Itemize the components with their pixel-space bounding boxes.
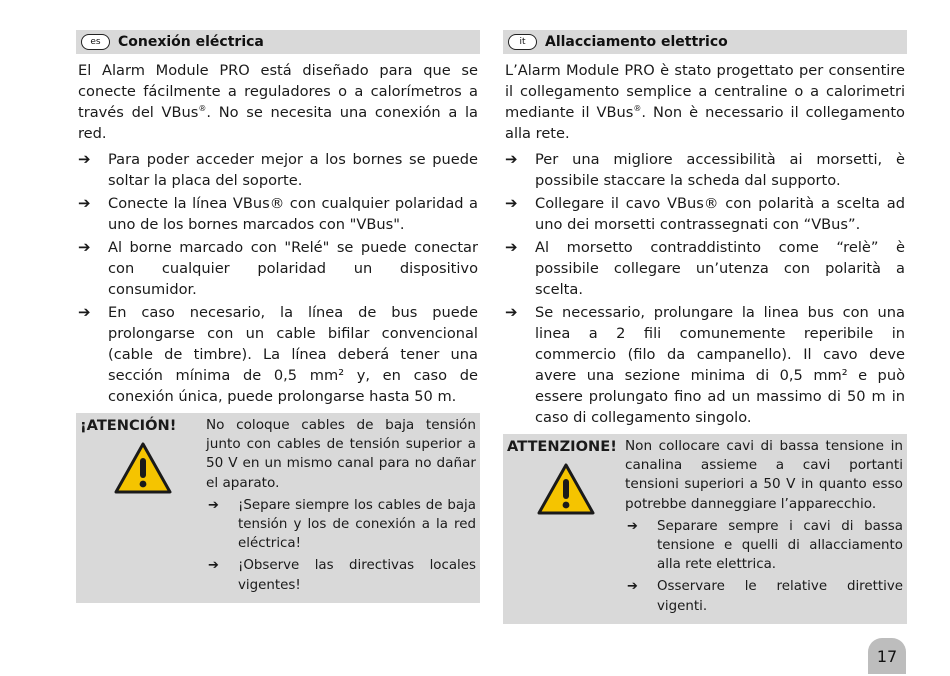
list-item: ➔ Para poder acceder mejor a los bornes se puede soltar la placa del soporte. — [78, 150, 478, 189]
section-header-it — [503, 30, 907, 54]
arrow-right-icon: ➔ — [78, 303, 91, 321]
list-item: ➔ Se necessario, prolungare la linea bus con una linea a 2 fili comunemente reperibile in commercio (filo da campanello). Il cavo deve avere una sezione minima di 0,5 mm² e può essere prolungato fino ad un massimo di 50 m in caso di collegamento singolo. — [505, 303, 905, 426]
warning-triangle-icon — [536, 462, 596, 516]
arrow-right-icon: ➔ — [505, 303, 518, 321]
list-item: ➔ Conecte la línea VBus® con cualquier polaridad a uno de los bornes marcados con "VBus". — [78, 194, 478, 233]
list-item: ➔ En caso necesario, la línea de bus puede prolongarse con un cable bifilar convencional (cable de timbre). La línea deberá tener una sección mínima de 0,5 mm² y, en caso de conexión única, puede prolongarse hasta 50 m. — [78, 303, 478, 405]
section-it — [503, 30, 907, 624]
list-item: ➔ Al borne marcado con "Relé" se puede conectar con cualquier polaridad un dispositivo consumidor. — [78, 238, 478, 298]
section-header-es — [76, 30, 480, 54]
warning-text-it: Non collocare cavi di bassa tensione in canalina assieme a cavi portanti tensioni superiori a 50 V in quanto esso potrebbe danneggiare l’apparecchio. — [625, 438, 903, 512]
list-item: ➔ Osservare le relative direttive vigenti. — [627, 579, 903, 614]
list-item: ➔ Separare sempre i cavi di bassa tensione e quelli di allacciamento alla rete elettrica. — [627, 518, 903, 573]
arrow-right-icon: ➔ — [208, 497, 219, 513]
list-item: ➔ Per una migliore accessibilità ai morsetti, è possibile staccare la scheda dal supporto. — [505, 150, 905, 189]
list-item: ➔ ¡Observe las directivas locales vigentes! — [208, 558, 476, 593]
list-item: ➔ ¡Separe siempre los cables de baja tensión y los de conexión a la red eléctrica! — [208, 497, 476, 552]
arrow-right-icon: ➔ — [627, 579, 638, 595]
arrow-right-icon: ➔ — [505, 194, 518, 212]
arrow-right-icon: ➔ — [78, 194, 91, 212]
instruction-list-it — [503, 149, 907, 428]
warning-text-es: No coloque cables de baja tensión junto con cables de tensión superior a 50 V en un mismo canal para no dañar el aparato. — [206, 417, 476, 491]
intro-paragraph-es: El Alarm Module PRO está diseñado para que se conecte fácilmente a reguladores o a calorímetros a través del VBus®. No se necesita una conexión a la red. — [78, 62, 478, 142]
arrow-right-icon: ➔ — [78, 238, 91, 256]
arrow-right-icon: ➔ — [208, 558, 219, 574]
warning-box-it — [503, 434, 907, 624]
instruction-list-es — [76, 149, 480, 407]
warning-label-es: ¡ATENCIÓN! — [80, 417, 177, 434]
section-title-it: Allacciamento elettrico — [545, 34, 728, 50]
warning-triangle-icon — [113, 441, 173, 495]
arrow-right-icon: ➔ — [627, 518, 638, 534]
intro-paragraph-it: L’Alarm Module PRO è stato progettato per consentire il collegamento semplice a centraline o a calorimetri mediante il VBus®. Non è necessario il collegamento alla rete. — [505, 62, 905, 142]
section-es — [76, 30, 480, 603]
arrow-right-icon: ➔ — [78, 150, 91, 168]
section-title-es: Conexión eléctrica — [118, 34, 264, 50]
page-number: 17 — [868, 638, 906, 674]
list-item: ➔ Collegare il cavo VBus® con polarità a scelta ad uno dei morsetti contrassegnati con “VBus”. — [505, 194, 905, 233]
warning-box-es — [76, 413, 480, 603]
list-item: ➔ Al morsetto contraddistinto come “relè” è possibile collegare un’utenza con polarità a scelta. — [505, 238, 905, 298]
warning-label-it: ATTENZIONE! — [507, 438, 617, 455]
arrow-right-icon: ➔ — [505, 150, 518, 168]
arrow-right-icon: ➔ — [505, 238, 518, 256]
language-badge-es: es — [81, 34, 110, 50]
language-badge-it: it — [508, 34, 537, 50]
